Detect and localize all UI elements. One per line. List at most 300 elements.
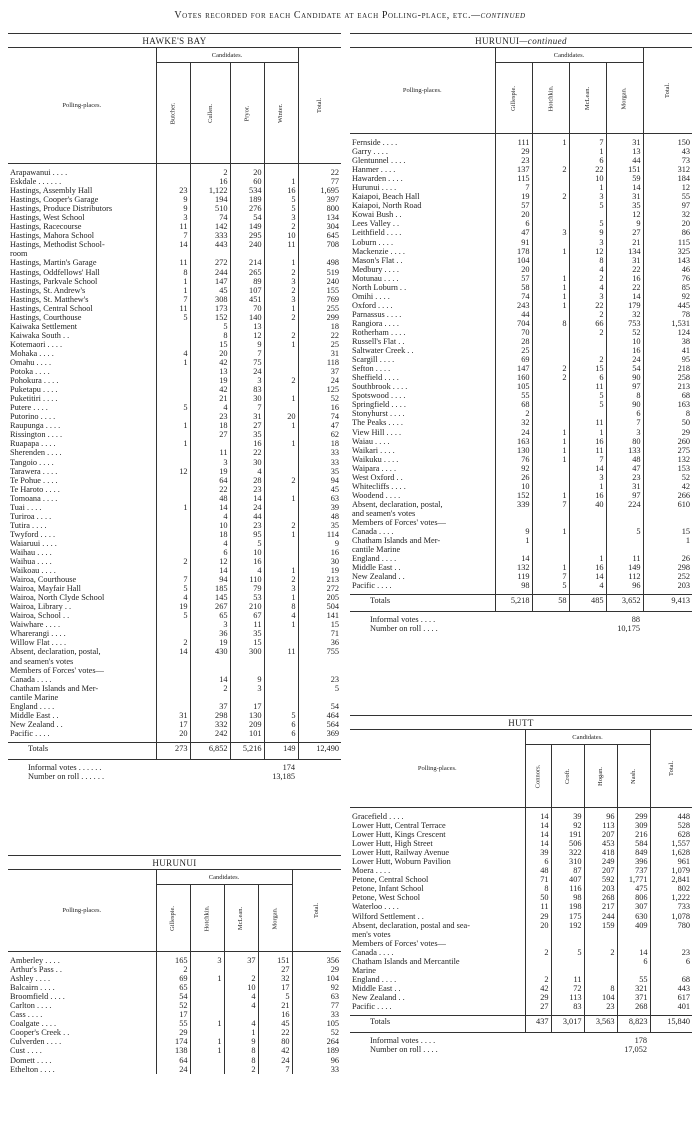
table-row [8, 286, 341, 295]
polling-place-name: New Zealand . . [352, 572, 405, 582]
vote-count: 64 [190, 476, 230, 485]
vote-count: 1 [156, 421, 190, 430]
vote-count: 1 [532, 292, 569, 301]
vote-count: 13 [190, 367, 230, 376]
vote-count [264, 657, 298, 666]
table-row [8, 593, 341, 602]
vote-count: 150 [643, 138, 692, 147]
table-row [8, 403, 341, 412]
vote-count: 138 [156, 1046, 190, 1055]
vote-count [156, 539, 190, 548]
vote-count: 8 [569, 256, 606, 265]
vote-count: 464 [298, 711, 341, 720]
vote-count: 430 [190, 647, 230, 656]
vote-count [525, 930, 551, 939]
vote-count [264, 448, 298, 457]
table-row [8, 611, 341, 620]
candidate-name: Hotchkin. [203, 905, 211, 931]
vote-count: 3 [190, 956, 224, 965]
vote-count: 149 [230, 222, 264, 231]
vote-count: 52 [156, 1001, 190, 1010]
vote-count: 14 [525, 812, 551, 821]
polling-place-name: Pacific . . . . [352, 581, 392, 591]
vote-count: 203 [584, 884, 617, 893]
table-row [350, 201, 692, 210]
vote-count: 1 [495, 536, 532, 545]
vote-count: 3 [569, 292, 606, 301]
vote-count: 16 [230, 557, 264, 566]
vote-count: 6 [495, 219, 532, 228]
polling-place-name: Pacific . . . . [10, 728, 50, 738]
vote-count [156, 521, 190, 530]
table-row [8, 956, 341, 965]
vote-count: 322 [551, 848, 584, 857]
vote-count: 24 [230, 367, 264, 376]
polling-place-name: Stonyhurst . . . . [352, 409, 405, 419]
vote-count: 30 [298, 557, 341, 566]
vote-count [190, 1065, 224, 1074]
polling-place-name: Absent, declaration, postal, [352, 499, 443, 509]
vote-count: 1 [532, 527, 569, 536]
vote-count: 5 [264, 204, 298, 213]
table-row [8, 412, 341, 421]
vote-count: 1,531 [643, 319, 692, 328]
vote-count: 47 [495, 228, 532, 237]
vote-count: 17 [230, 702, 264, 711]
vote-count: 266 [643, 491, 692, 500]
polling-place-name: Parnassus . . . . [352, 309, 402, 319]
vote-count [617, 930, 650, 939]
vote-count: 7 [230, 349, 264, 358]
vote-count: 48 [525, 866, 551, 875]
vote-count [264, 349, 298, 358]
candidate-name-header [258, 885, 292, 952]
vote-count [156, 702, 190, 711]
table-row [8, 666, 341, 675]
vote-count: 116 [551, 884, 584, 893]
vote-count [190, 439, 230, 448]
candidate-name: Gillespie. [510, 85, 517, 111]
vote-count [532, 509, 569, 518]
vote-count: 453 [584, 839, 617, 848]
vote-count: 339 [495, 500, 532, 509]
total-count: 5,218 [495, 595, 532, 608]
table-row [8, 720, 341, 729]
vote-count: 58 [495, 283, 532, 292]
vote-count: 68 [643, 391, 692, 400]
vote-count: 1 [532, 138, 569, 147]
vote-count: 4 [224, 1019, 258, 1028]
vote-count: 1 [264, 421, 298, 430]
vote-count: 147 [190, 277, 230, 286]
vote-count: 96 [292, 1056, 341, 1065]
vote-count: 24 [258, 1056, 292, 1065]
vote-count: 119 [495, 572, 532, 581]
polling-place-name: Mason's Flat . . [352, 255, 403, 265]
vote-count: 753 [606, 319, 643, 328]
vote-count: 510 [190, 204, 230, 213]
vote-count: 298 [643, 563, 692, 572]
vote-count [156, 412, 190, 421]
total-count: 149 [264, 742, 298, 755]
vote-count: 321 [617, 984, 650, 993]
polling-place-name: Loburn . . . . [352, 237, 394, 247]
vote-count: 2 [264, 331, 298, 340]
polling-place-name: Tuai . . . . [10, 502, 42, 512]
table-row [8, 222, 341, 231]
table-row [8, 1028, 341, 1037]
vote-count: 1 [264, 258, 298, 267]
vote-count: 498 [298, 258, 341, 267]
vote-count: 77 [292, 1001, 341, 1010]
vote-count: 163 [643, 400, 692, 409]
candidate-name: Croft. [563, 768, 571, 784]
vote-count: 48 [298, 512, 341, 521]
polling-place-name: Wairoa, Mayfair Hall [10, 584, 81, 594]
vote-count: 87 [551, 866, 584, 875]
vote-count: 2 [569, 355, 606, 364]
vote-count: 9 [230, 340, 264, 349]
vote-count: 42 [643, 482, 692, 491]
totals-label: Totals [350, 595, 495, 608]
table-row [350, 581, 692, 590]
vote-count: 83 [230, 385, 264, 394]
polling-place-name: Cass . . . . [10, 1010, 43, 1020]
vote-count: 224 [606, 500, 643, 509]
table-row [8, 331, 341, 340]
page-title: Votes recorded for each Candidate at each Polling-place, etc.—continued [174, 10, 526, 21]
vote-count: 184 [643, 174, 692, 183]
vote-count: 29 [525, 993, 551, 1002]
vote-count [156, 177, 190, 186]
vote-count: 961 [650, 857, 692, 866]
vote-count [617, 966, 650, 975]
vote-count: 44 [495, 310, 532, 319]
vote-count [224, 965, 258, 974]
vote-count: 36 [190, 629, 230, 638]
vote-count: 6 [569, 373, 606, 382]
vote-count [264, 249, 298, 258]
table-row [8, 1019, 341, 1028]
polling-place-name: Kotemaori . . . . [10, 339, 63, 349]
table-row [350, 812, 692, 821]
table-row [8, 512, 341, 521]
vote-count: 5 [264, 195, 298, 204]
vote-count: 18 [190, 421, 230, 430]
candidate-name-header [156, 63, 190, 164]
vote-count: 255 [298, 304, 341, 313]
vote-count: 1,771 [617, 875, 650, 884]
polling-place-name: Lees Valley . . [352, 219, 400, 229]
candidate-name-header [190, 885, 224, 952]
vote-count: 11 [156, 304, 190, 313]
informal-votes-label: Informal votes . . . . . . [28, 762, 102, 772]
table-row [350, 391, 692, 400]
vote-count [569, 509, 606, 518]
section-title: HURUNUI—continued [350, 33, 692, 48]
table-row [8, 168, 341, 177]
total-count: 9,413 [643, 595, 692, 608]
vote-count: 584 [617, 839, 650, 848]
vote-count [190, 1010, 224, 1019]
polling-place-name: Woodend . . . . [352, 490, 401, 500]
vote-count: 20 [525, 921, 551, 930]
vote-count: 23 [650, 948, 692, 957]
vote-count: 134 [606, 247, 643, 256]
vote-count: 35 [230, 430, 264, 439]
vote-count [156, 458, 190, 467]
vote-count: 39 [525, 848, 551, 857]
table-row [350, 301, 692, 310]
vote-count: 113 [584, 821, 617, 830]
vote-count: 50 [643, 418, 692, 427]
polling-place-name: Whitecliffs . . . . [352, 481, 406, 491]
vote-count [298, 693, 341, 702]
informal-votes-value: 174 [282, 762, 296, 772]
candidates-header: Candidates. [156, 870, 292, 885]
vote-count: 272 [190, 258, 230, 267]
vote-count: 16 [569, 491, 606, 500]
polling-place-name: Kaiwaka South . . [10, 330, 70, 340]
vote-count [264, 367, 298, 376]
vote-count [264, 638, 298, 647]
candidate-name: Butcher. [169, 102, 177, 124]
vote-count: 14 [525, 830, 551, 839]
vote-count: 30 [230, 394, 264, 403]
vote-count [156, 476, 190, 485]
vote-count: 48 [190, 494, 230, 503]
vote-count: 203 [643, 581, 692, 590]
vote-count: 76 [495, 455, 532, 464]
vote-count: 3 [230, 684, 264, 693]
vote-count [156, 512, 190, 521]
vote-count [264, 693, 298, 702]
total-header [650, 730, 692, 808]
polling-place-name: Waiaruui . . . . [10, 538, 57, 548]
vote-count: 46 [643, 265, 692, 274]
total-header-label: Total. [313, 903, 321, 918]
table-row [8, 186, 341, 195]
table-row [350, 156, 692, 165]
polling-place-name: Hastings, Martin's Garage [10, 258, 97, 268]
vote-count: 213 [643, 382, 692, 391]
vote-count: 7 [230, 403, 264, 412]
table-row [350, 219, 692, 228]
vote-count: 1 [264, 530, 298, 539]
total-header [298, 48, 341, 164]
vote-count: 173 [190, 304, 230, 313]
polling-place-name: Middle East . . [352, 983, 401, 993]
vote-count: 1 [156, 503, 190, 512]
vote-count [156, 566, 190, 575]
informal-votes-value: 88 [631, 615, 641, 625]
vote-count: 6 [606, 409, 643, 418]
number-on-roll-value: 17,052 [624, 1045, 648, 1055]
vote-count [532, 147, 569, 156]
candidate-name-header [532, 63, 569, 134]
table-row [350, 265, 692, 274]
table-row [8, 702, 341, 711]
total-count: 8,823 [617, 1016, 650, 1029]
vote-count: 3 [156, 213, 190, 222]
table-row [8, 693, 341, 702]
polling-place-name: Medbury . . . . [352, 264, 400, 274]
polling-place-name: and seamen's votes [10, 656, 74, 666]
vote-count: 72 [551, 984, 584, 993]
vote-count: 5 [606, 527, 643, 536]
vote-count: 2 [532, 192, 569, 201]
vote-count: 9 [156, 204, 190, 213]
vote-count [264, 548, 298, 557]
table-row [350, 930, 692, 939]
table-row [350, 437, 692, 446]
vote-count: 65 [156, 983, 190, 992]
hurunui-continued-table [350, 33, 692, 633]
vote-count: 802 [650, 884, 692, 893]
vote-count: 125 [298, 385, 341, 394]
vote-count: 14 [190, 675, 230, 684]
section-title: HUTT [350, 715, 692, 730]
vote-count [264, 702, 298, 711]
table-row [350, 500, 692, 509]
polling-place-name: Gracefield . . . . [352, 812, 404, 821]
vote-count: 22 [569, 301, 606, 310]
vote-count: 14 [525, 821, 551, 830]
vote-count: 25 [495, 346, 532, 355]
vote-count: 36 [298, 638, 341, 647]
vote-count: 5 [156, 403, 190, 412]
polling-place-name: Wairoa, Library . . [10, 602, 72, 612]
total-count: 12,490 [298, 742, 341, 755]
vote-count: 23 [230, 521, 264, 530]
vote-count: 42 [190, 385, 230, 394]
table-row [8, 385, 341, 394]
vote-count: 6 [617, 957, 650, 966]
vote-count [298, 666, 341, 675]
table-row [8, 304, 341, 313]
table-row [350, 939, 692, 948]
table-row [350, 446, 692, 455]
vote-count: 42 [525, 984, 551, 993]
table-row [8, 177, 341, 186]
vote-count: 16 [298, 403, 341, 412]
vote-count: 22 [190, 485, 230, 494]
vote-count: 1 [190, 1046, 224, 1055]
number-on-roll-label: Number on roll . . . . . . [28, 771, 105, 781]
vote-count: 308 [190, 295, 230, 304]
vote-count: 37 [224, 956, 258, 965]
vote-count: 12 [230, 331, 264, 340]
vote-count: 111 [495, 138, 532, 147]
vote-count: 147 [495, 364, 532, 373]
vote-count: 3 [264, 277, 298, 286]
table-row [8, 711, 341, 720]
vote-count: 55 [617, 975, 650, 984]
vote-count: 12 [606, 210, 643, 219]
vote-count: 59 [606, 174, 643, 183]
vote-count [643, 545, 692, 554]
vote-count: 104 [292, 974, 341, 983]
table-row [350, 319, 692, 328]
vote-count [584, 939, 617, 948]
vote-count: 1 [532, 455, 569, 464]
vote-count: 1 [532, 437, 569, 446]
vote-count [264, 358, 298, 367]
table-row [8, 584, 341, 593]
vote-count: 16 [258, 1010, 292, 1019]
vote-count: 534 [230, 186, 264, 195]
vote-count: 7 [569, 455, 606, 464]
candidate-name-header [551, 745, 584, 808]
vote-count: 151 [258, 956, 292, 965]
vote-count [569, 545, 606, 554]
vote-count: 1 [532, 247, 569, 256]
polling-place-name: Sheffield . . . . [352, 373, 399, 383]
vote-count: 207 [584, 866, 617, 875]
polling-place-name: Hastings, Racecourse [10, 222, 82, 232]
table-row [350, 912, 692, 921]
vote-count [298, 657, 341, 666]
vote-count: 7 [569, 138, 606, 147]
vote-count: 2,841 [650, 875, 692, 884]
vote-count: 5 [156, 584, 190, 593]
table-row [8, 629, 341, 638]
vote-count: 26 [643, 554, 692, 563]
vote-count: 76 [643, 274, 692, 283]
vote-count: 371 [617, 993, 650, 1002]
vote-count: 5 [569, 391, 606, 400]
vote-count: 628 [650, 830, 692, 839]
vote-count [264, 168, 298, 177]
vote-count: 31 [606, 138, 643, 147]
candidate-name: Hogan. [597, 766, 604, 786]
vote-count: 264 [292, 1037, 341, 1046]
vote-count: 79 [230, 584, 264, 593]
polling-place-name: England . . . . [10, 701, 55, 711]
vote-count: 6 [264, 720, 298, 729]
vote-count: 769 [298, 295, 341, 304]
polling-place-name: Wairoa, School . . [10, 611, 70, 621]
vote-count: 7 [156, 575, 190, 584]
polling-place-name: Canada . . . . [352, 527, 394, 537]
table-row [8, 204, 341, 213]
total-count: 273 [156, 742, 190, 755]
table-row [8, 1037, 341, 1046]
table-row [8, 965, 341, 974]
vote-count: 448 [650, 812, 692, 821]
vote-count: 15 [643, 527, 692, 536]
vote-count: 307 [617, 902, 650, 911]
table-row [350, 409, 692, 418]
vote-count: 4 [224, 992, 258, 1001]
candidate-name-header [525, 745, 551, 808]
vote-count [156, 675, 190, 684]
vote-count [532, 310, 569, 319]
polling-places-header: Polling-places. [8, 48, 156, 164]
totals-label: Totals [8, 742, 156, 755]
vote-count: 217 [584, 902, 617, 911]
polling-place-name: Canada . . . . [352, 947, 394, 957]
vote-count: 409 [617, 921, 650, 930]
vote-count: 6 [264, 729, 298, 738]
polling-place-name: Mohaka . . . . [10, 348, 54, 358]
vote-count: 97 [643, 201, 692, 210]
vote-count: 23 [584, 1002, 617, 1011]
table-row [8, 476, 341, 485]
vote-count: 1 [532, 274, 569, 283]
vote-count: 298 [190, 711, 230, 720]
vote-count: 20 [264, 412, 298, 421]
